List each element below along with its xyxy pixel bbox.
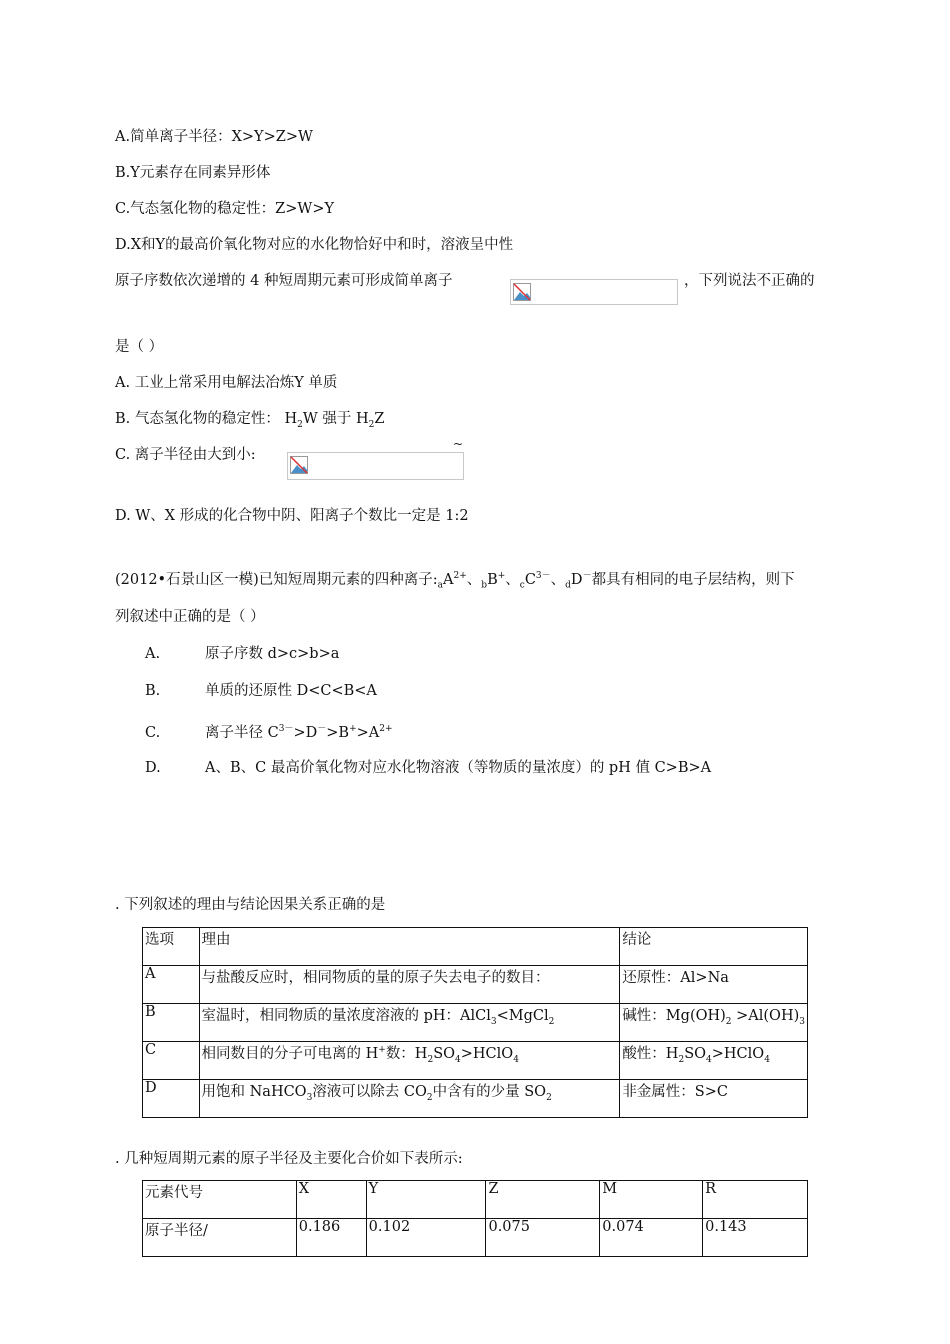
q4-stem: . 下列叙述的理由与结论因果关系正确的是: [115, 897, 386, 913]
q5-table-clip: [142, 1180, 810, 1239]
q2-option-b: B. 气态氢化物的稳定性： $H_2W$ 强于 $H_2Z$: [115, 411, 385, 430]
q2-tilde-mark: ~: [453, 437, 464, 451]
q1-option-d: D.X和Y的最高价氧化物对应的水化物恰好中和时，溶液呈中性: [115, 237, 514, 253]
table-row: [143, 966, 808, 1004]
table-cell: 0.102: [366, 1219, 486, 1257]
header-cell: 元素代号: [143, 1181, 297, 1219]
header-cell: X: [296, 1181, 366, 1219]
table-row: [143, 1080, 808, 1118]
table-row: [143, 1219, 808, 1257]
table-cell: 还原性：Al>Na: [620, 966, 808, 1004]
q1-option-b: B.Y元素存在同素异形体: [115, 165, 271, 181]
header-cell: R: [703, 1181, 808, 1219]
q3-option-c: C. 离子半径 $C^{3-}>D^->B^+>A^{2+}$: [145, 724, 393, 741]
table-header-row: [143, 1181, 808, 1219]
q1-option-c: C.气态氢化物的稳定性：Z>W>Y: [115, 201, 335, 217]
q2-option-c: C. 离子半径由大到小:: [115, 447, 256, 463]
q2-stem-part2: ，下列说法不正确的: [684, 273, 815, 289]
table-cell: D: [143, 1080, 200, 1118]
q3-option-b: B. 单质的还原性 D<C<B<A: [145, 683, 377, 699]
table-cell: 0.186: [296, 1219, 366, 1257]
header-cell: Y: [366, 1181, 486, 1219]
q3-option-a: A. 原子序数 d>c>b>a: [145, 646, 340, 662]
table-cell: B: [143, 1004, 200, 1042]
q2-ion-formula-image: [510, 279, 678, 305]
table-cell: 酸性：$H_2SO_4>HClO_4$: [620, 1042, 808, 1080]
q5-table: [142, 1180, 808, 1257]
q2-ion-radius-image: [287, 452, 464, 480]
table-cell: 相同数目的分子可电离的 H+数：$H_2SO_4>HClO_4$: [199, 1042, 620, 1080]
broken-image-icon: [290, 456, 308, 474]
header-cell: Z: [486, 1181, 600, 1219]
table-cell: 室温时，相同物质的量浓度溶液的 pH：AlCl$_3$<MgCl$_2$: [199, 1004, 620, 1042]
header-cell: 选项: [143, 928, 200, 966]
table-cell: 原子半径/: [143, 1219, 297, 1257]
q3-stem-line1: (2012•石景山区一模)已知短周期元素的四种离子$:_aA^{2+}$、$_b$B+、$_cC^{3-}$、$_d$D－都具有相同的电子层结构，则下: [115, 571, 795, 591]
header-cell: 理由: [199, 928, 620, 966]
q4-table: [142, 927, 808, 1118]
table-cell: 用饱和 NaHCO$_3$溶液可以除去 $CO_2$中含有的少量 $SO_2$: [199, 1080, 620, 1118]
table-header-row: [143, 928, 808, 966]
q3-stem-line2: 列叙述中正确的是（ ）: [115, 609, 265, 625]
q5-stem: . 几种短周期元素的原子半径及主要化合价如下表所示:: [115, 1151, 463, 1167]
table-cell: 与盐酸反应时，相同物质的量的原子失去电子的数目：: [199, 966, 620, 1004]
broken-image-icon: [513, 283, 531, 301]
q1-option-a: A.简单离子半径：X>Y>Z>W: [115, 129, 313, 145]
table-cell: A: [143, 966, 200, 1004]
table-cell: 0.074: [600, 1219, 703, 1257]
table-cell: C: [143, 1042, 200, 1080]
header-cell: 结论: [620, 928, 808, 966]
q2-stem-part1: 原子序数依次递增的 4 种短周期元素可形成简单离子: [115, 273, 453, 289]
q2-option-a: A. 工业上常采用电解法冶炼Y 单质: [115, 375, 338, 391]
q2-stem-part3: 是（ ）: [115, 339, 164, 355]
table-cell: 0.143: [703, 1219, 808, 1257]
table-cell: 碱性：$Mg(OH)_2 >Al(OH)_3$: [620, 1004, 808, 1042]
table-cell: 0.075: [486, 1219, 600, 1257]
header-cell: M: [600, 1181, 703, 1219]
table-row: [143, 1004, 808, 1042]
table-row: [143, 1042, 808, 1080]
q2-option-d: D. W、X 形成的化合物中阴、阳离子个数比一定是 1:2: [115, 508, 469, 524]
q3-option-d: D. A、B、C 最高价氧化物对应水化物溶液（等物质的量浓度）的 pH 值 C>B>A: [145, 760, 712, 776]
table-cell: 非金属性：S>C: [620, 1080, 808, 1118]
